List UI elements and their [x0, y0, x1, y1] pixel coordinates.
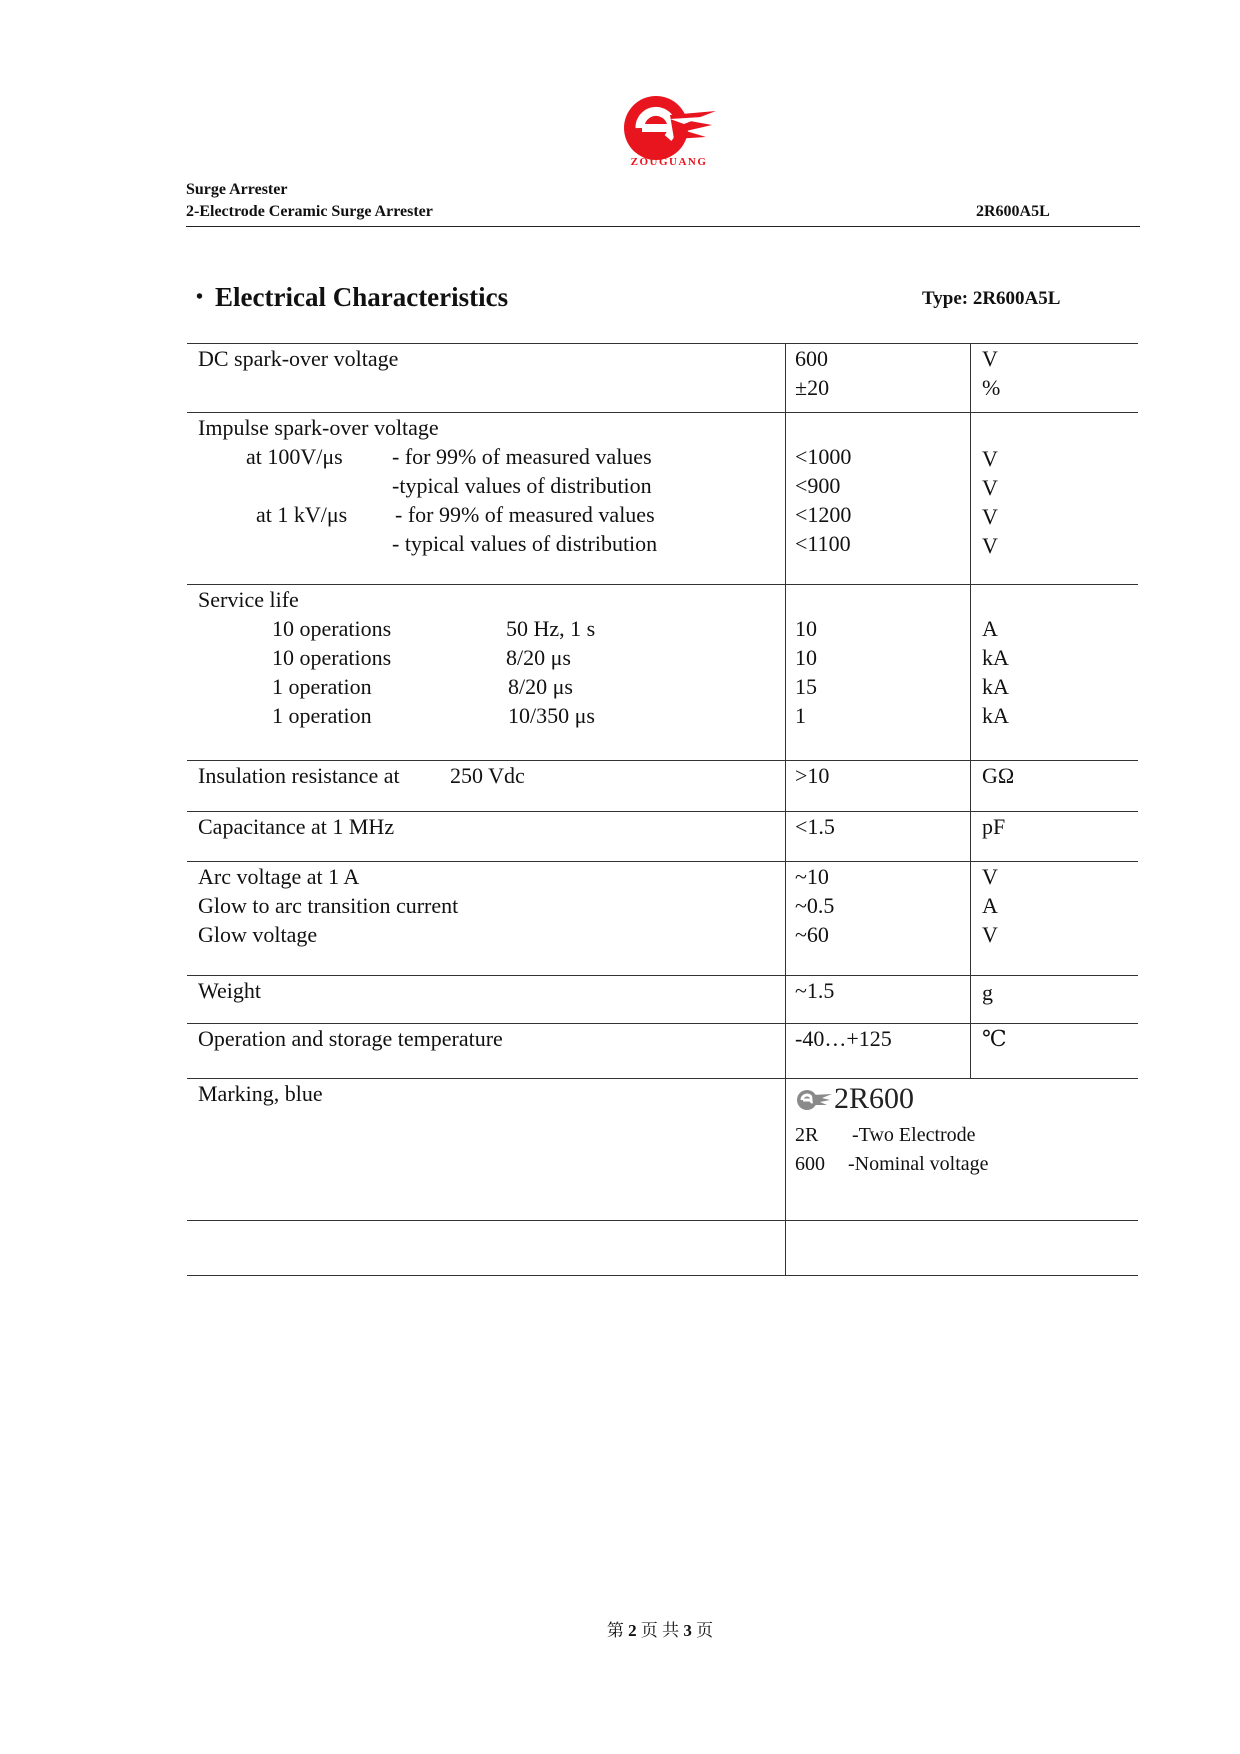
arc-value: ~0.5 [795, 893, 835, 918]
arc-label: Arc voltage at 1 A [198, 864, 360, 889]
arc-value: ~10 [795, 864, 829, 889]
service-unit: kA [982, 645, 1009, 670]
service-unit: kA [982, 674, 1009, 699]
service-value: 10 [795, 616, 817, 641]
service-ops: 10 operations [272, 616, 392, 641]
temperature-value: -40…+125 [795, 1026, 892, 1051]
service-condition: 10/350 μs [508, 703, 595, 728]
insulation-condition: 250 Vdc [450, 763, 525, 788]
header-product-line: 2-Electrode Ceramic Surge Arrester [186, 203, 433, 220]
marking-legend-code: 600 [795, 1153, 825, 1175]
arc-unit: V [982, 922, 998, 947]
impulse-value: <1000 [795, 444, 852, 469]
service-condition: 8/20 μs [506, 645, 571, 670]
bullet-icon: • [196, 286, 204, 308]
header-rule [186, 226, 1140, 227]
impulse-label: Impulse spark-over voltage [198, 415, 439, 440]
insulation-unit: GΩ [982, 763, 1015, 788]
logo-brand-text: ZOUGUANG [630, 156, 708, 168]
section-title-text: Electrical Characteristics [215, 282, 509, 312]
table-rule [187, 584, 1138, 585]
footer-total-pages: 3 [683, 1621, 692, 1640]
dc-sparkover-tolerance-unit: % [982, 375, 1001, 400]
dc-sparkover-value: 600 [795, 346, 828, 371]
impulse-desc: - for 99% of measured values [392, 444, 652, 469]
service-value: 10 [795, 645, 817, 670]
dc-sparkover-label: DC spark-over voltage [198, 346, 399, 371]
marking-label: Marking, blue [198, 1081, 323, 1106]
marking-legend-desc: -Two Electrode [852, 1124, 976, 1146]
page-footer [0, 1616, 1240, 1641]
type-label: Type: 2R600A5L [922, 288, 1061, 309]
service-ops: 1 operation [272, 703, 372, 728]
weight-label: Weight [198, 978, 261, 1003]
arc-value: ~60 [795, 922, 829, 947]
service-condition: 8/20 μs [508, 674, 573, 699]
column-divider [970, 343, 971, 1078]
impulse-unit: V [982, 504, 998, 529]
capacitance-value: <1.5 [795, 814, 835, 839]
table-rule [187, 1220, 1138, 1221]
service-value: 15 [795, 674, 817, 699]
arc-label: Glow to arc transition current [198, 893, 459, 918]
table-rule [187, 1275, 1138, 1276]
impulse-value: <1100 [795, 531, 851, 556]
service-unit: kA [982, 703, 1009, 728]
impulse-value: <900 [795, 473, 841, 498]
section-title [196, 282, 508, 313]
impulse-desc: - typical values of distribution [392, 531, 658, 556]
service-unit: A [982, 616, 998, 641]
capacitance-unit: pF [982, 814, 1006, 839]
insulation-value: >10 [795, 763, 830, 788]
service-ops: 10 operations [272, 645, 392, 670]
footer-prefix: 第 [606, 1621, 624, 1640]
impulse-value: <1200 [795, 502, 852, 527]
footer-middle: 页 共 [640, 1621, 680, 1640]
insulation-label: Insulation resistance at [198, 763, 400, 788]
service-life-label: Service life [198, 587, 299, 612]
temperature-label: Operation and storage temperature [198, 1026, 503, 1051]
marking-legend-desc: -Nominal voltage [848, 1153, 989, 1175]
temperature-unit: ℃ [982, 1026, 1007, 1051]
dc-sparkover-unit: V [982, 346, 998, 371]
marking-code: 2R600 [834, 1082, 915, 1115]
service-value: 1 [795, 703, 806, 728]
impulse-unit: V [982, 475, 998, 500]
service-ops: 1 operation [272, 674, 372, 699]
table-rule [187, 975, 1138, 976]
capacitance-label: Capacitance at 1 MHz [198, 814, 395, 839]
footer-page-number: 2 [628, 1621, 637, 1640]
marking-logo-icon [796, 1089, 832, 1111]
impulse-unit: V [982, 533, 998, 558]
arc-unit: V [982, 864, 998, 889]
weight-unit: g [982, 980, 993, 1005]
impulse-unit: V [982, 446, 998, 471]
impulse-desc: -typical values of distribution [392, 473, 652, 498]
weight-value: ~1.5 [795, 978, 835, 1003]
column-divider [785, 343, 786, 1275]
impulse-desc: - for 99% of measured values [395, 502, 655, 527]
arc-unit: A [982, 893, 998, 918]
header-category: Surge Arrester [186, 181, 288, 198]
table-rule [187, 1078, 1138, 1079]
service-condition: 50 Hz, 1 s [506, 616, 596, 641]
impulse-rate-1kv: at 1 kV/μs [256, 502, 348, 527]
impulse-rate-100v: at 100V/μs [246, 444, 343, 469]
dc-sparkover-tolerance: ±20 [795, 375, 830, 400]
marking-legend-code: 2R [795, 1124, 819, 1146]
footer-suffix: 页 [696, 1621, 714, 1640]
arc-label: Glow voltage [198, 922, 318, 947]
header-part-number: 2R600A5L [976, 203, 1050, 220]
